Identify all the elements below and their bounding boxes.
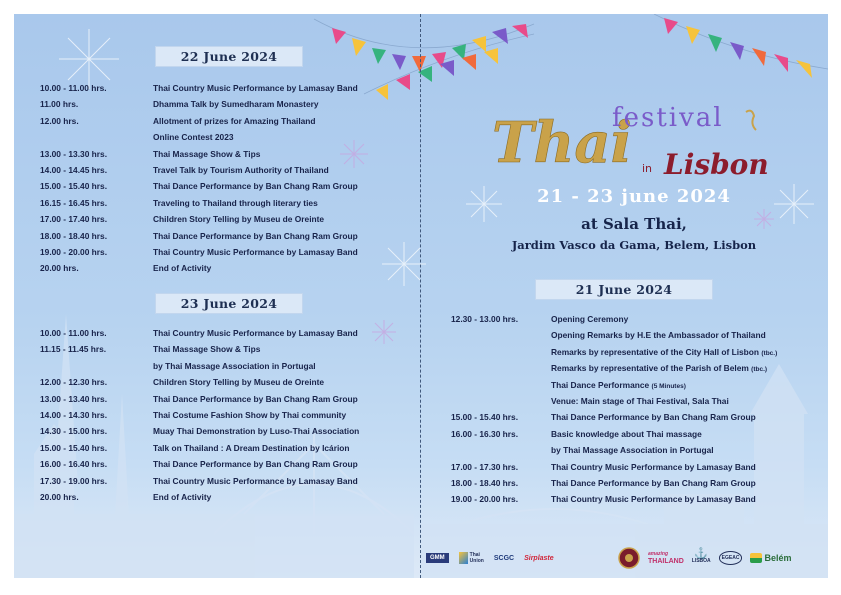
- schedule-time: 10.00 - 11.00 hrs.: [40, 328, 107, 338]
- schedule-activity: [153, 391, 415, 407]
- schedule-activity: [551, 311, 823, 327]
- schedule-time: 16.00 - 16.30 hrs.: [451, 428, 519, 439]
- schedule-activity-text: Remarks by representative of the Parish of Belem: [551, 363, 749, 374]
- schedule-time: 14.00 - 14.30 hrs.: [40, 409, 108, 420]
- schedule-row: [451, 393, 823, 409]
- schedule-time: [451, 344, 551, 360]
- schedule-activity: [153, 211, 415, 227]
- schedule-activity-text: Children Story Telling by Museu de Oreinte: [153, 214, 325, 225]
- schedule-activity: [153, 325, 415, 341]
- schedule-note: (tbc.): [751, 366, 768, 374]
- schedule-activity: [153, 228, 415, 244]
- schedule-row: [451, 327, 823, 343]
- schedule-activity: [153, 374, 415, 390]
- schedule-activity: [153, 407, 415, 423]
- schedule-activity-text: Muay Thai Demonstration by Luso-Thai Association: [153, 426, 360, 437]
- schedule-activity: [153, 146, 415, 162]
- schedule-activity-text: Opening Remarks by H.E the Ambassador of Thailand: [551, 330, 766, 341]
- festival-dates: 21 - 23 june 2024: [537, 186, 731, 207]
- schedule-activity: [551, 409, 823, 425]
- schedule-time: [40, 129, 153, 145]
- schedule-activity-text: Thai Dance Performance by Ban Chang Ram Group: [153, 230, 358, 241]
- thai-festival-in-lisbon-logo: [484, 86, 784, 186]
- belem-mark-icon: [750, 553, 762, 563]
- venue-name: at Sala Thai,: [581, 215, 687, 233]
- schedule-row: [40, 228, 415, 244]
- schedule-time: 14.30 - 15.00 hrs.: [40, 426, 108, 437]
- schedule-activity: [551, 327, 823, 343]
- venue-address: Jardim Vasco da Gama, Belem, Lisbon: [511, 238, 757, 252]
- schedule-activity-text: Dhamma Talk by Sumedharam Monastery: [153, 99, 319, 110]
- schedule-activity: [153, 113, 415, 129]
- schedule-activity: [153, 423, 415, 439]
- schedule-time: 19.00 - 20.00 hrs.: [451, 494, 519, 505]
- schedule-row: [451, 442, 823, 458]
- schedule-row: [40, 96, 415, 112]
- schedule-row: [451, 426, 823, 442]
- schedule-time: [451, 377, 551, 393]
- schedule-time: 18.00 - 18.40 hrs.: [40, 230, 108, 241]
- schedule-activity: [551, 344, 823, 360]
- date-heading-21-june: 21 June 2024: [535, 279, 713, 300]
- schedule-activity: [551, 393, 823, 409]
- schedule-row: [40, 407, 415, 423]
- schedule-row: [40, 358, 415, 374]
- schedule-row: [40, 341, 415, 357]
- schedule-time: 12.30 - 13.00 hrs.: [451, 314, 519, 324]
- schedule-activity: [153, 80, 415, 96]
- thai-union-logo: Thai Union: [459, 552, 484, 564]
- schedule-time: [451, 442, 551, 458]
- schedule-time: 12.00 hrs.: [40, 115, 79, 126]
- embassy-seal-icon: [618, 547, 640, 569]
- schedule-23-june: [40, 325, 415, 505]
- schedule-row: [451, 491, 823, 507]
- schedule-activity: [153, 473, 415, 489]
- schedule-time: [451, 360, 551, 376]
- schedule-activity: [153, 358, 415, 374]
- schedule-time: 19.00 - 20.00 hrs.: [40, 246, 108, 257]
- schedule-row: [40, 129, 415, 145]
- schedule-row: [40, 423, 415, 439]
- thai-union-mark-icon: [459, 552, 468, 564]
- schedule-activity: [153, 162, 415, 178]
- schedule-activity-text: Thai Country Music Performance by Lamasay Band: [153, 328, 358, 338]
- schedule-time: 14.00 - 14.45 hrs.: [40, 164, 108, 175]
- schedule-time: 15.00 - 15.40 hrs.: [40, 181, 108, 192]
- schedule-row: [451, 459, 823, 475]
- schedule-activity-text: Basic knowledge about Thai massage: [551, 428, 702, 439]
- schedule-time: 18.00 - 18.40 hrs.: [451, 477, 519, 488]
- schedule-activity: [153, 456, 415, 472]
- fold-line: [420, 14, 421, 578]
- schedule-activity: [153, 440, 415, 456]
- schedule-activity: [153, 260, 415, 276]
- schedule-row: [40, 195, 415, 211]
- schedule-activity-text: Travel Talk by Tourism Authority of Thailand: [153, 164, 329, 175]
- title-flourish-icon: [746, 111, 756, 130]
- schedule-row: [451, 360, 823, 376]
- schedule-activity: [153, 195, 415, 211]
- schedule-row: [451, 377, 823, 393]
- title-word-lisbon: Lisbon: [664, 148, 769, 181]
- schedule-time: 13.00 - 13.30 hrs.: [40, 148, 108, 159]
- schedule-time: 17.00 - 17.30 hrs.: [451, 461, 519, 472]
- schedule-activity: [551, 459, 823, 475]
- schedule-row: [40, 244, 415, 260]
- schedule-activity-text: by Thai Massage Association in Portugal: [551, 445, 714, 456]
- schedule-activity: [153, 341, 415, 357]
- schedule-activity: [551, 491, 823, 507]
- schedule-row: [40, 456, 415, 472]
- schedule-row: [40, 146, 415, 162]
- gmm-logo: GMM: [426, 553, 449, 563]
- schedule-row: [451, 344, 823, 360]
- schedule-activity-text: Thai Dance Performance: [551, 379, 650, 390]
- schedule-activity-text: Thai Dance Performance by Ban Chang Ram Group: [551, 477, 756, 488]
- schedule-activity: [551, 475, 823, 491]
- date-heading-22-june: 22 June 2024: [155, 46, 303, 67]
- amazing-thailand-logo: amazing THAILAND: [648, 551, 684, 565]
- schedule-activity-text: Children Story Telling by Museu de Oreinte: [153, 377, 325, 388]
- schedule-row: [40, 80, 415, 96]
- schedule-time: 16.15 - 16.45 hrs.: [40, 197, 108, 208]
- schedule-activity-text: Thai Country Music Performance by Lamasay Band: [551, 494, 756, 505]
- schedule-time: 11.00 hrs.: [40, 99, 79, 110]
- schedule-time: 17.30 - 19.00 hrs.: [40, 475, 108, 486]
- schedule-activity-text: Remarks by representative of the City Hall of Lisbon: [551, 346, 760, 357]
- schedule-activity-text: Thai Dance Performance by Ban Chang Ram Group: [153, 393, 358, 404]
- schedule-time: 15.00 - 15.40 hrs.: [451, 412, 519, 423]
- schedule-time: [451, 393, 551, 409]
- schedule-activity-text: Traveling to Thailand through literary ties: [153, 197, 318, 208]
- schedule-activity-text: Thai Massage Show & Tips: [153, 344, 261, 355]
- schedule-time: [40, 358, 153, 374]
- schedule-time: 15.00 - 15.40 hrs.: [40, 442, 108, 453]
- title-word-thai: Thai: [492, 110, 632, 176]
- schedule-row: [40, 440, 415, 456]
- schedule-note: (5 Minutes): [651, 382, 686, 390]
- schedule-activity-text: End of Activity: [153, 263, 212, 274]
- schedule-activity-text: Thai Costume Fashion Show by Thai community: [153, 409, 347, 420]
- schedule-time: 10.00 - 11.00 hrs.: [40, 83, 107, 93]
- scgc-logo: SCGC: [493, 554, 515, 562]
- schedule-row: [40, 325, 415, 341]
- schedule-activity: [551, 360, 823, 376]
- schedule-activity-text: Thai Dance Performance by Ban Chang Ram Group: [551, 412, 756, 423]
- schedule-row: [40, 374, 415, 390]
- schedule-row: [40, 489, 415, 505]
- schedule-activity-text: Talk on Thailand : A Dream Destination by Icárion: [153, 442, 350, 453]
- schedule-activity-text: Thai Dance Performance by Ban Chang Ram Group: [153, 181, 358, 192]
- schedule-21-june: [451, 311, 823, 508]
- schedule-activity: [153, 244, 415, 260]
- schedule-row: [40, 113, 415, 129]
- schedule-activity-text: Opening Ceremony: [551, 314, 629, 324]
- schedule-time: 17.00 - 17.40 hrs.: [40, 214, 108, 225]
- schedule-activity: [153, 489, 415, 505]
- festival-brochure: [14, 14, 828, 578]
- schedule-activity-text: Thai Massage Show & Tips: [153, 148, 261, 159]
- schedule-activity: [551, 377, 823, 393]
- schedule-activity-text: Venue: Main stage of Thai Festival, Sala Thai: [551, 395, 729, 406]
- schedule-row: [40, 260, 415, 276]
- schedule-row: [40, 391, 415, 407]
- schedule-row: [40, 162, 415, 178]
- sponsor-logos-right: [618, 544, 822, 572]
- sirplaste-logo: Sirplaste: [524, 554, 554, 562]
- schedule-time: 20.00 hrs.: [40, 263, 79, 274]
- schedule-time: 20.00 hrs.: [40, 491, 79, 502]
- title-word-in: in: [642, 162, 653, 175]
- schedule-activity-text: Thai Dance Performance by Ban Chang Ram Group: [153, 459, 358, 470]
- schedule-row: [451, 409, 823, 425]
- schedule-time: [451, 327, 551, 343]
- schedule-activity-text: Thai Country Music Performance by Lamasay Band: [153, 246, 358, 257]
- sponsor-logos-left: [426, 544, 586, 572]
- schedule-time: 13.00 - 13.40 hrs.: [40, 393, 108, 404]
- schedule-time: 12.00 - 12.30 hrs.: [40, 377, 108, 388]
- schedule-row: [40, 211, 415, 227]
- title-word-festival: festival: [612, 103, 724, 133]
- schedule-note: (tbc.): [761, 349, 778, 357]
- schedule-activity: [551, 426, 823, 442]
- date-heading-23-june: 23 June 2024: [155, 293, 303, 314]
- schedule-activity-text: Online Contest 2023: [153, 132, 234, 143]
- schedule-activity-text: Thai Country Music Performance by Lamasay Band: [153, 83, 358, 93]
- schedule-row: [40, 178, 415, 194]
- schedule-activity-text: Thai Country Music Performance by Lamasay Band: [551, 461, 756, 472]
- schedule-activity-text: Thai Country Music Performance by Lamasay Band: [153, 475, 358, 486]
- schedule-activity-text: End of Activity: [153, 491, 212, 502]
- belem-logo: Belém: [750, 553, 791, 563]
- schedule-activity: [551, 442, 823, 458]
- schedule-22-june: [40, 80, 415, 277]
- schedule-row: [40, 473, 415, 489]
- schedule-activity: [153, 178, 415, 194]
- schedule-row: [451, 475, 823, 491]
- schedule-activity-text: by Thai Massage Association in Portugal: [153, 360, 316, 371]
- schedule-activity: [153, 129, 415, 145]
- schedule-time: 16.00 - 16.40 hrs.: [40, 459, 108, 470]
- lisboa-logo: ⚓ LISBOA: [691, 548, 711, 564]
- schedule-activity-text: Allotment of prizes for Amazing Thailand: [153, 115, 316, 126]
- egeac-logo: EGEAC: [719, 551, 743, 565]
- schedule-row: [451, 311, 823, 327]
- lisboa-ship-icon: ⚓: [694, 548, 709, 560]
- schedule-time: 11.15 - 11.45 hrs.: [40, 344, 107, 355]
- schedule-activity: [153, 96, 415, 112]
